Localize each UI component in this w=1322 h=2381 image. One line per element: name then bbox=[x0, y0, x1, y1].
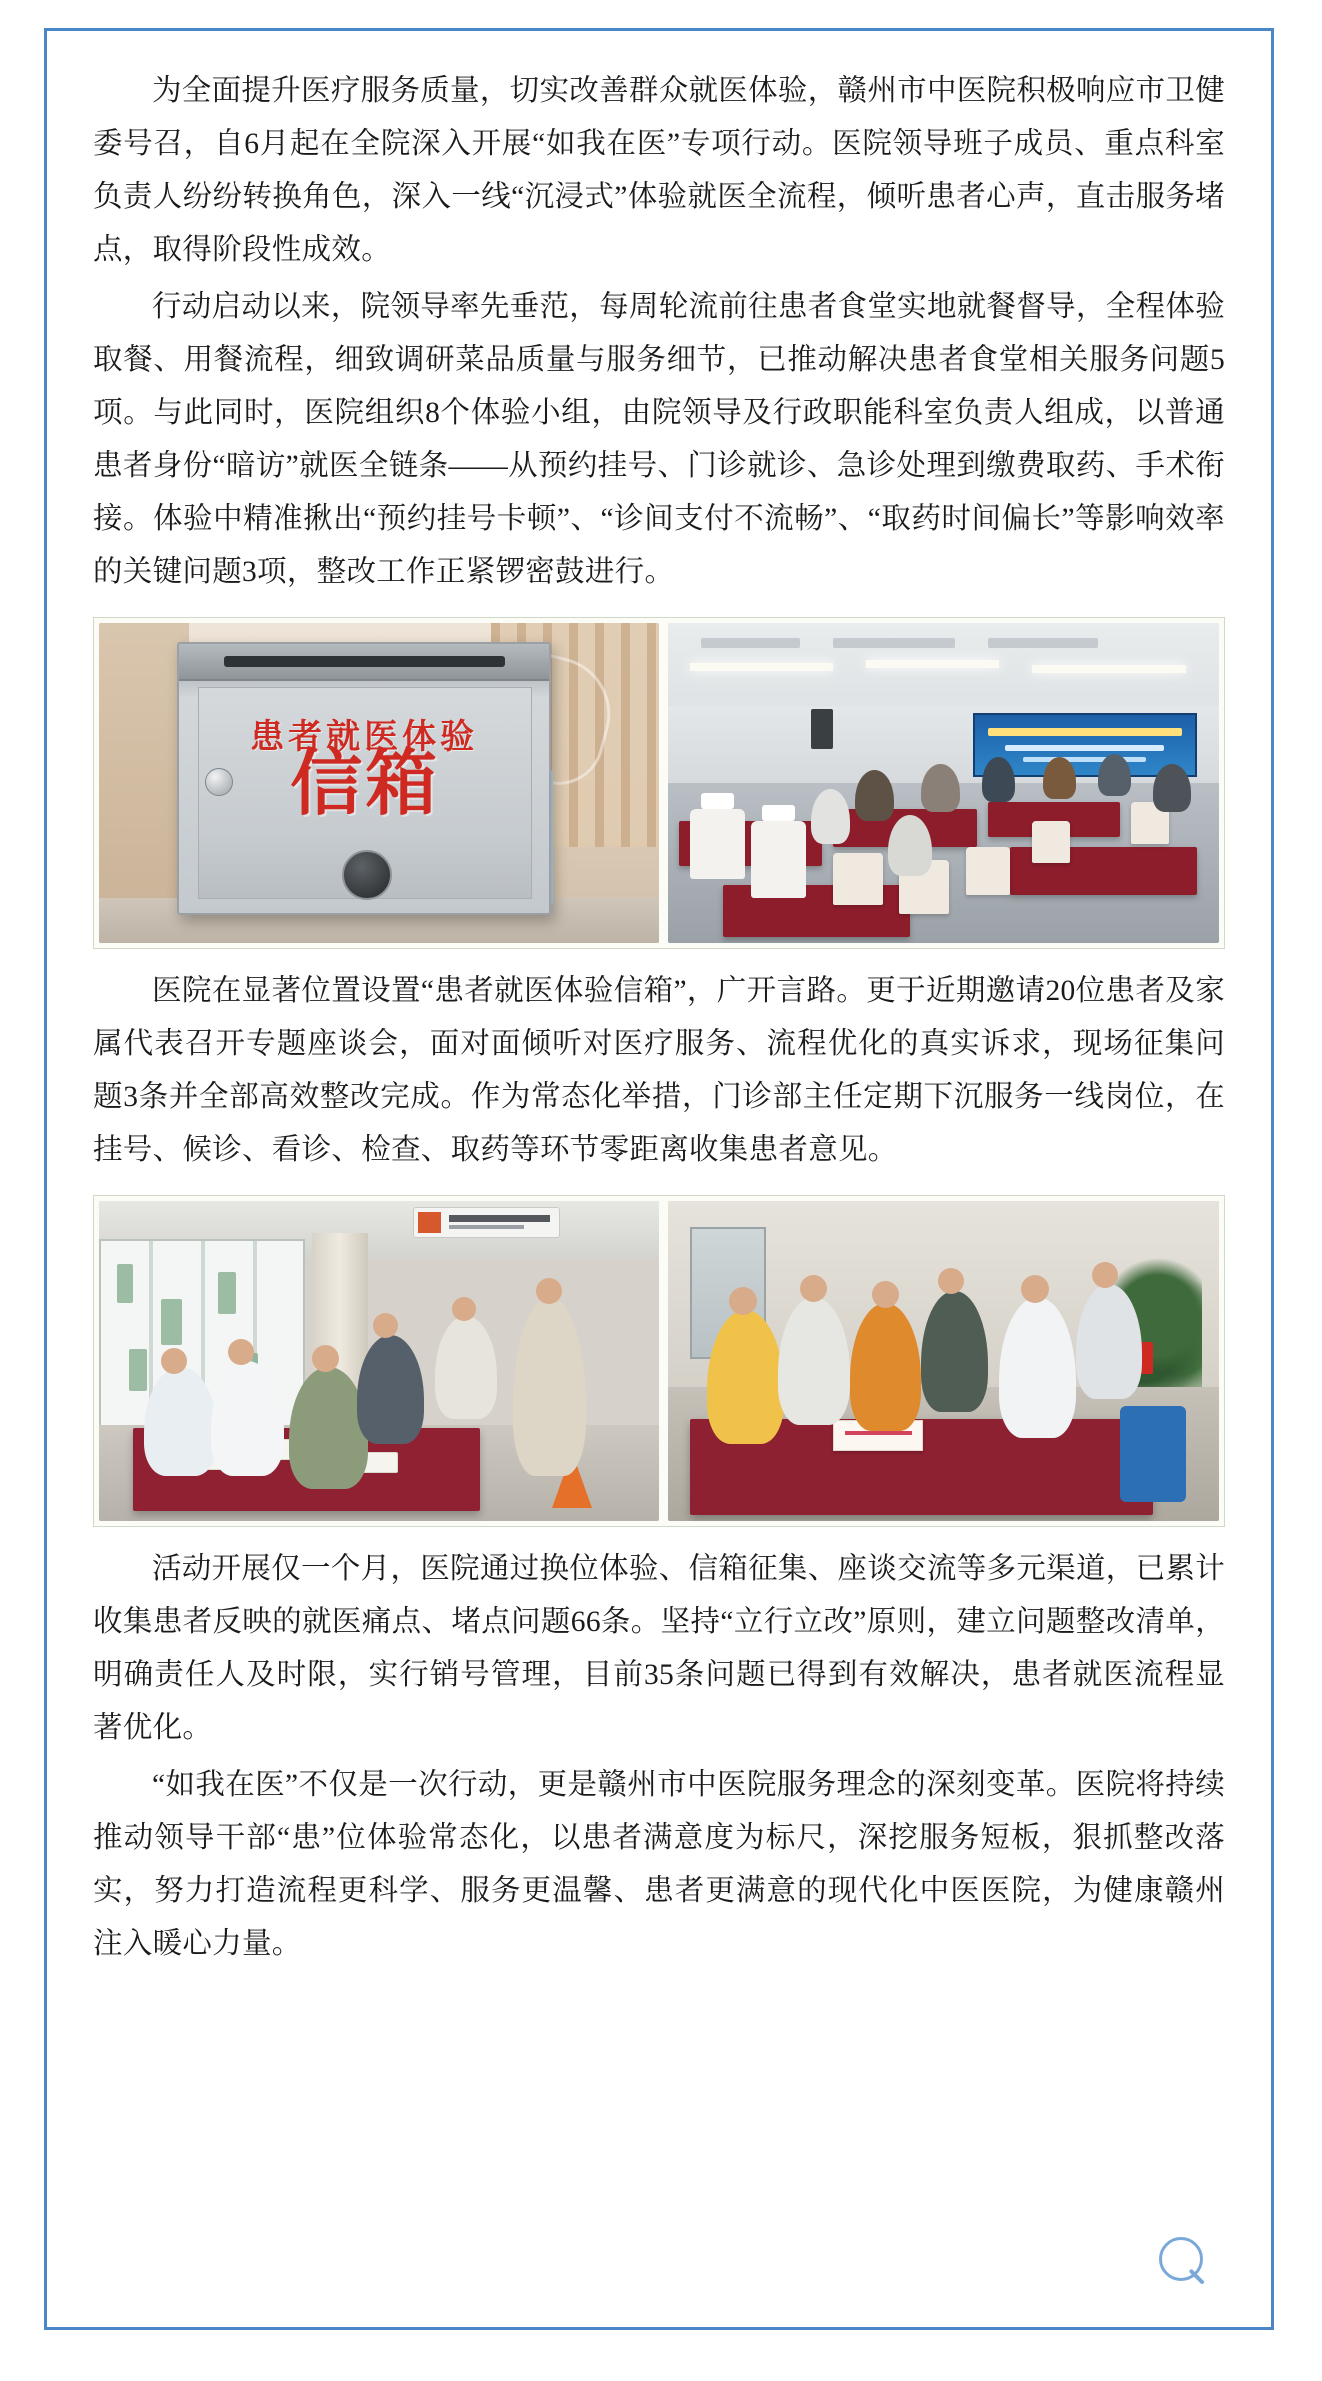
photo3-patient bbox=[435, 1316, 497, 1418]
photo-row-2 bbox=[93, 1195, 1225, 1527]
photo-consultation-desk bbox=[668, 1201, 1219, 1521]
photo1-wall-left bbox=[99, 623, 189, 943]
photo4-patient-head bbox=[729, 1287, 757, 1315]
photo-row-1 bbox=[93, 617, 1225, 949]
document-content bbox=[47, 31, 1271, 1971]
photo2-nurse-cap bbox=[701, 793, 734, 809]
photo2-attendee bbox=[982, 757, 1015, 802]
photo1-mailbox bbox=[177, 642, 551, 915]
photo4-blue-chair bbox=[1120, 1406, 1186, 1502]
paragraph-5: “如我在医”不仅是一次行动，更是赣州市中医院服务理念的深刻变革。医院将持续推动领导干部“患”位体验常态化，以患者满意度为标尺，深挖服务短板，狠抓整改落实，努力打造流程更科学、服务更温馨、患者更满意的现代化中医医院，为健康赣州注入暖心力量。 bbox=[93, 1769, 1225, 1960]
paragraph-4: 活动开展仅一个月，医院通过换位体验、信箱征集、座谈交流等多元渠道，已累计收集患者反映的就医痛点、堵点问题66条。坚持“立行立改”原则，建立问题整改清单，明确责任人及时限，实行销号管理，目前35条问题已得到有效解决，患者就医流程显著优化。 bbox=[93, 1553, 1225, 1744]
photo2-attendee bbox=[1043, 757, 1076, 799]
photo4-staff-head bbox=[1092, 1262, 1118, 1288]
lock-icon bbox=[205, 768, 233, 796]
photo4-patient-head bbox=[800, 1275, 827, 1302]
photo3-patient bbox=[357, 1335, 424, 1444]
photo4-staff-head bbox=[1021, 1275, 1049, 1303]
photo1-caption-line2: 信箱 bbox=[290, 744, 441, 825]
photo2-speaker bbox=[811, 709, 833, 749]
photo1-mailbox-slot bbox=[224, 656, 505, 667]
paragraph-2: 行动启动以来，院领导率先垂范，每周轮流前往患者食堂实地就餐督导，全程体验取餐、用餐流程，细致调研菜品质量与服务细节，已推动解决患者食堂相关服务问题5项。与此同时，医院组织8个体验小组，由院领导及行政职能科室负责人组成，以普通患者身份“暗访”就医全链条——从预约挂号、门诊就诊、急诊处理到缴费取药、手术衔接。体验中精准揪出“预约挂号卡顿”、“诊间支付不流畅”、“取药时间偏长”等影响效率的关键问题3项，整改工作正紧锣密鼓进行。 bbox=[93, 291, 1225, 588]
photo2-attendee bbox=[1098, 754, 1131, 796]
photo3-floor-sign bbox=[413, 1207, 561, 1238]
photo2-attendee bbox=[855, 770, 894, 821]
photo2-nurse bbox=[751, 821, 806, 898]
photo2-nurse bbox=[690, 809, 745, 879]
magnifier-icon[interactable] bbox=[1159, 2237, 1211, 2289]
photo1-mailbox-knob bbox=[342, 850, 392, 900]
photo1-caption-line1: 患者就医体验 bbox=[250, 718, 479, 756]
photo3-patient-head bbox=[373, 1313, 398, 1338]
photo3-patient bbox=[513, 1297, 586, 1476]
photo3-patient-head bbox=[312, 1345, 339, 1372]
photo4-patient-head bbox=[872, 1281, 899, 1308]
photo2-nurse-cap bbox=[762, 805, 795, 821]
photo3-staff-head bbox=[161, 1348, 187, 1374]
photo2-attendee bbox=[811, 789, 850, 843]
photo2-ceiling bbox=[668, 623, 1219, 706]
photo3-patient-head bbox=[452, 1297, 476, 1321]
photo-symposium bbox=[668, 623, 1219, 943]
photo3-patient-head bbox=[536, 1278, 562, 1304]
photo3-staff-head bbox=[228, 1339, 254, 1365]
photo2-chair bbox=[1032, 821, 1071, 863]
photo-suggestion-box bbox=[99, 623, 659, 943]
paragraph-3: 医院在显著位置设置“患者就医体验信箱”，广开言路。更于近期邀请20位患者及家属代表召开专题座谈会，面对面倾听对医疗服务、流程优化的真实诉求，现场征集问题3条并全部高效整改完成。作为常态化举措，门诊部主任定期下沉服务一线岗位，在挂号、候诊、看诊、检查、取药等环节零距离收集患者意见。 bbox=[93, 975, 1225, 1166]
photo-outpatient-hall bbox=[99, 1201, 659, 1521]
paragraph-1: 为全面提升医疗服务质量，切实改善群众就医体验，赣州市中医院积极响应市卫健委号召，自6月起在全院深入开展“如我在医”专项行动。医院领导班子成员、重点科室负责人纷纷转换角色，深入一线“沉浸式”体验就医全流程，倾听患者心声，直击服务堵点，取得阶段性成效。 bbox=[93, 75, 1225, 266]
document-page bbox=[44, 28, 1274, 2330]
photo2-chair bbox=[833, 853, 883, 904]
photo2-chair bbox=[966, 847, 1010, 895]
photo4-patient-head bbox=[938, 1268, 964, 1294]
